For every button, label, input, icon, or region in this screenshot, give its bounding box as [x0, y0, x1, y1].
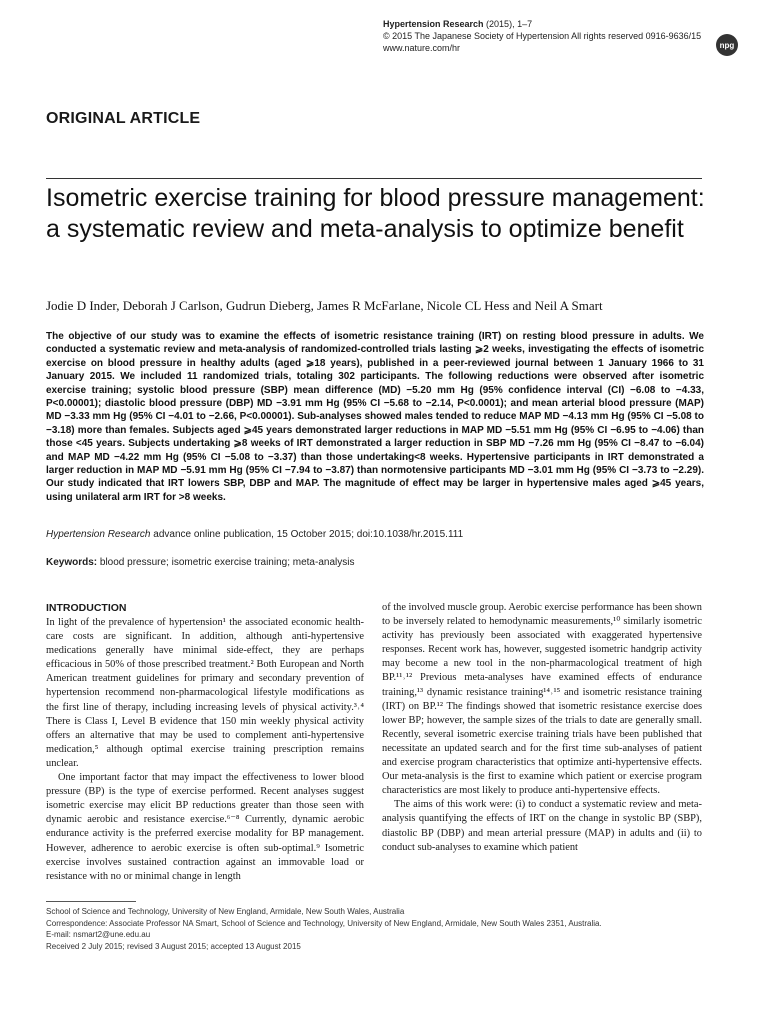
footnotes: [46, 906, 706, 952]
journal-volume-pages: (2015), 1–7: [483, 19, 533, 29]
keywords-text: blood pressure; isometric exercise training; meta-analysis: [97, 557, 355, 568]
journal-header: [383, 18, 701, 54]
keywords-label: Keywords:: [46, 557, 98, 568]
affiliation: School of Science and Technology, University of New England, Armidale, New South Wales, Australia: [46, 907, 405, 916]
paragraph: In light of the prevalence of hypertension¹ the associated economic health-care costs are significant. In addition, although anti-hypertensive medications generally have minimal side-effect, they are perhaps efficacious in 50% of those prescribed treatment.² Both European and North American treatment guidelines for primary and secondary prevention of hypertension recommend non-pharmacological lifestyle modifications as the first line of therapy, including increasing levels of physical activity.³˒⁴ There is Class I, Level B evidence that 150 min weekly physical activity offers an alternative that may be used to complement anti-hypertensive medication,⁵ although optimal exercise training prescription remains unclear.: [46, 617, 364, 769]
paragraph: One important factor that may impact the effectiveness to lower blood pressure (BP) is the type of exercise performed. Recent analyses suggest isometric exercise may elicit BP reductions greater than those seen with dynamic aerobic and resistance exercise.⁶⁻⁸ Currently, dynamic aerobic endurance activity is the preferred exercise modality for BP management. However, adherence to aerobic exercise is often sub-optimal.⁹ Isometric exercise involves sustained contraction against an immovable load or resistance with no or minimal change in length: [46, 772, 364, 882]
body-column-left: [46, 616, 364, 884]
journal-header-line1: [383, 18, 701, 30]
title-divider: [46, 178, 702, 179]
article-type: ORIGINAL ARTICLE: [46, 110, 201, 127]
journal-url[interactable]: www.nature.com/hr: [383, 43, 461, 53]
correspondence: Correspondence: Associate Professor NA Smart, School of Science and Technology, University of New England, Armidale, New South Wales 2351, Australia.: [46, 918, 602, 928]
journal-name: Hypertension Research: [383, 19, 484, 29]
copyright-line: © 2015 The Japanese Society of Hypertension All rights reserved 0916-9636/15: [383, 31, 702, 41]
section-heading-introduction: INTRODUCTION: [46, 602, 127, 614]
citation-doi: advance online publication, 15 October 2015; doi:10.1038/hr.2015.111: [150, 529, 464, 540]
paragraph: The aims of this work were: (i) to conduct a systematic review and meta-analysis quantifying the effects of IRT on the change in systolic BP (SBP), diastolic BP (DBP) and mean arterial pressure (MAP) in adults and (ii) to conduct sub-analyses to examine which patient: [382, 799, 702, 853]
body-column-right: [382, 601, 702, 855]
paragraph: of the involved muscle group. Aerobic exercise performance has been shown to be inversely related to hemodynamic measurements,¹⁰ similarly isometric activity has previously been associated with exaggerated hypertensive responses. Recent work has, however, suggested isometric handgrip activity may become a new tool in the non-pharmacological treatment of high BP.¹¹˒¹² Previous meta-analyses have examined effects of endurance training,¹³ dynamic resistance training¹⁴˒¹⁵ and isometric resistance training (IRT) on BP.¹² The findings showed that isometric resistance exercise does lower BP; however, the sample sizes of the trials to date are generally small. Recently, several isometric exercise training trials have been published that necessitate an updated search and for the first time sub-analyses of patient and exercise program characteristics that optimize anti-hypertensive effects. Our meta-analysis is the first to examine which patient or exercise program characteristics are most likely to produce anti-hypertensive effects.: [382, 602, 702, 797]
abstract: The objective of our study was to examine the effects of isometric resistance training (IRT) on resting blood pressure in adults. We conducted a systematic review and meta-analysis of randomized-controlled trials lasting ⩾2 weeks, investigating the effects of isometric exercise on blood pressure in healthy adults (aged ⩾18 years), published in a peer-reviewed journal between 1 January 1966 to 31 January 2015. We included 11 randomized trials, totaling 302 participants. The following reductions were observed after isometric exercise training; systolic blood pressure (SBP) mean difference (MD) −5.20 mm Hg (95% confidence interval (CI) −6.08 to −4.33, P<0.00001); diastolic blood pressure (DBP) MD −3.91 mm Hg (95% CI −5.68 to −2.14, P<0.0001); and mean arterial blood pressure (MAP) MD −3.33 mm Hg (95% CI −4.01 to −2.66, P<0.00001). Sub-analyses showed males tended to reduce MAP MD −4.13 mm Hg (95% CI −5.08 to −3.18) more than females. Subjects aged ⩾45 years demonstrated larger reductions in MAP MD −5.51 mm Hg (95% CI −6.95 to −4.06) than those <45 years. Subjects undertaking ⩾8 weeks of IRT demonstrated a larger reduction in SBP MD −7.26 mm Hg (95% CI −8.47 to −6.04) and MAP MD −4.22 mm Hg (95% CI −5.08 to −3.37) than those undertaking<8 weeks. Hypertensive participants in IRT demonstrated a larger reduction in MAP MD −5.91 mm Hg (95% CI −7.94 to −3.87) than normotensive participants MD −3.01 mm Hg (95% CI −3.73 to −2.29). Our study indicated that IRT lowers SBP, DBP and MAP. The magnitude of effect may be larger in hypertensive males aged ⩾45 years, using unilateral arm IRT for >8 weeks.: [46, 331, 704, 503]
article-title: Isometric exercise training for blood pressure management: a systematic review and meta-analysis to optimize benefit: [46, 184, 705, 243]
footnote-divider: [46, 901, 136, 902]
email[interactable]: E-mail: nsmart2@une.edu.au: [46, 930, 151, 939]
npg-logo: npg: [716, 34, 738, 56]
citation-journal: Hypertension Research: [46, 529, 151, 540]
received-dates: Received 2 July 2015; revised 3 August 2015; accepted 13 August 2015: [46, 941, 301, 951]
citation-line: [46, 529, 463, 540]
keywords: [46, 557, 354, 568]
author-list: Jodie D Inder, Deborah J Carlson, Gudrun Dieberg, James R McFarlane, Nicole CL Hess and Neil A Smart: [46, 298, 603, 313]
